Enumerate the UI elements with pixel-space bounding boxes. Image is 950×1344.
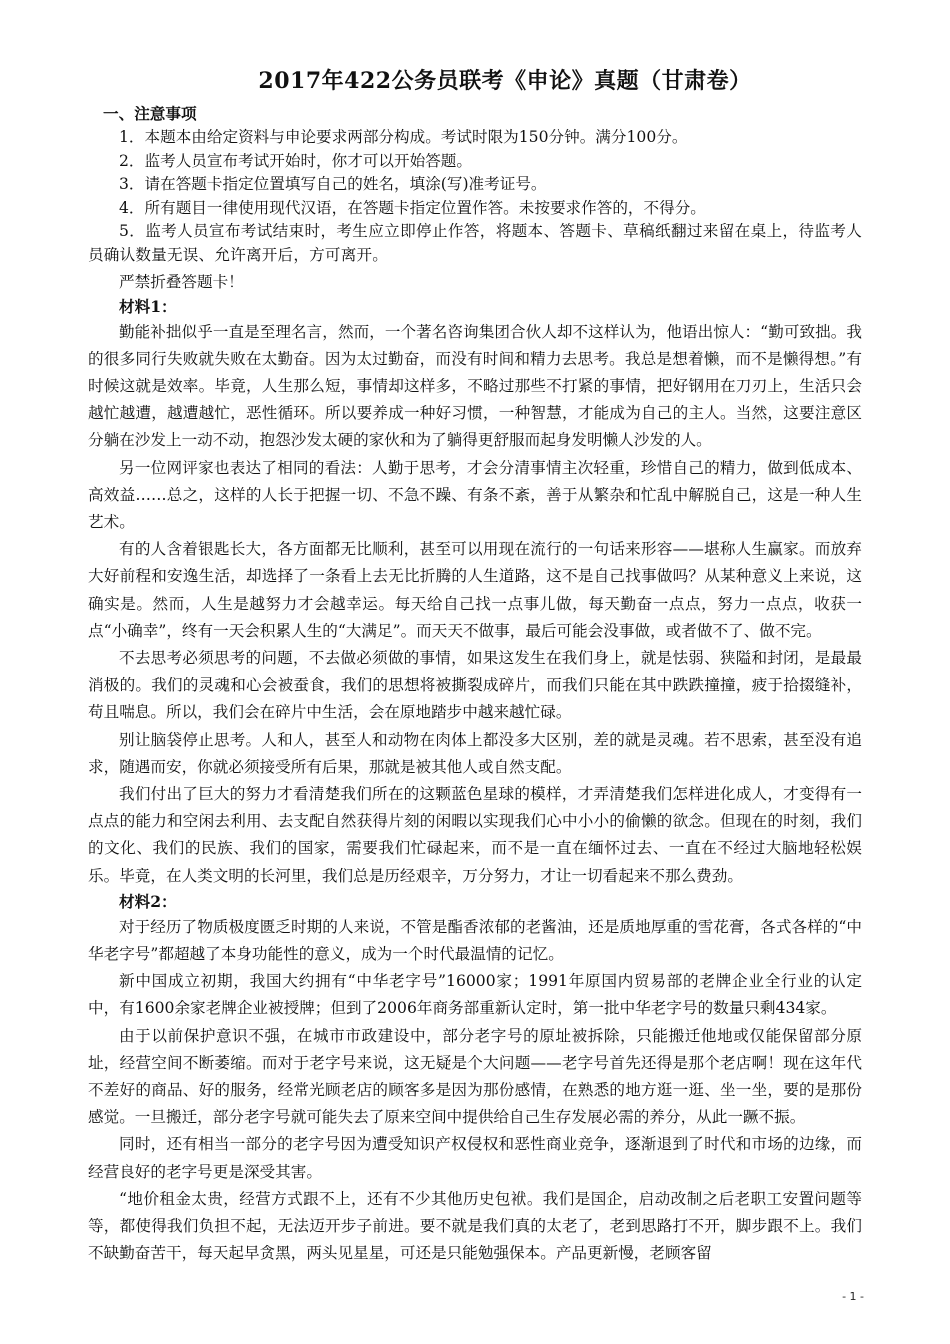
material-1: [88, 295, 862, 890]
notice-item: 4．所有题目一律使用现代汉语，在答题卡指定位置作答。未按要求作答的，不得分。: [119, 198, 706, 217]
document-body: [88, 100, 862, 1267]
material-1-heading: 材料1：: [119, 296, 177, 316]
page-number: - 1 -: [842, 1290, 864, 1303]
page-title: 2017年422公务员联考《申论》真题（甘肃卷）: [258, 68, 752, 94]
notice-heading: 一、注意事项: [103, 104, 197, 123]
material-2-paragraph: 对于经历了物质极度匮乏时期的人来说，不管是酯香浓郁的老酱油，还是质地厚重的雪花膏，各式各样的“中华老字号”都超越了本身功能性的意义，成为一个时代最温情的记忆。: [88, 917, 862, 964]
material-2-paragraph: 同时，还有相当一部分的老字号因为遭受知识产权侵权和恶性商业竞争，逐渐退到了时代和市场的边缘，而经营良好的老字号更是深受其害。: [88, 1135, 862, 1181]
material-2-paragraph: 由于以前保护意识不强，在城市市政建设中，部分老字号的原址被拆除，只能搬迁他地或仅能保留部分原址，经营空间不断萎缩。而对于老字号来说，这无疑是个大问题——老字号首先还得是那个老店啊！现在这年代不差好的商品、好的服务，经常光顾老店的顾客多是因为那份感情，在熟悉的地方逛一逛、坐一坐，要的是那份感觉。一旦搬迁，部分老字号就可能失去了原来空间中提供给自己生存发展必需的养分，从此一蹶不振。: [88, 1026, 862, 1127]
material-1-paragraph: 别让脑袋停止思考。人和人，甚至人和动物在肉体上都没多大区别，差的就是灵魂。若不思索，甚至没有追求，随遇而安，你就必须接受所有后果，那就是被其他人或自然支配。: [88, 730, 862, 776]
notice-warning: 严禁折叠答题卡！: [119, 272, 244, 291]
notice-item: 3．请在答题卡指定位置填写自己的姓名，填涂(写)准考证号。: [119, 175, 547, 194]
material-2: [88, 890, 862, 1268]
material-2-paragraph: “地价租金太贵，经营方式跟不上，还有不少其他历史包袱。我们是国企，启动改制之后老职工安置问题等等，都使得我们负担不起，无法迈开步子前进。要不就是我们真的太老了，老到思路打不开，脚步跟不上。我们不缺勤奋苦干，每天起早贪黑，两头见星星，可还是只能勉强保本。产品更新慢，老顾客留: [88, 1189, 862, 1263]
notice-item: 5．监考人员宣布考试结束时，考生应立即停止作答，将题本、答题卡、草稿纸翻过来留在桌上，待监考人员确认数量无误、允许离开后，方可离开。: [88, 222, 862, 264]
material-2-heading: 材料2：: [119, 891, 177, 911]
material-1-paragraph: 不去思考必须思考的问题，不去做必须做的事情，如果这发生在我们身上，就是怯弱、狭隘和封闭，是最最消极的。我们的灵魂和心会被蚕食，我们的思想将被撕裂成碎片，而我们只能在其中跌跌撞撞，疲于拾掇缝补，苟且喘息。所以，我们会在碎片中生活，会在原地踏步中越来越忙碌。: [88, 649, 862, 722]
notice-item: 2．监考人员宣布考试开始时，你才可以开始答题。: [119, 151, 472, 170]
notice-item: 1．本题本由给定资料与申论要求两部分构成。考试时限为150分钟。满分100分。: [119, 128, 688, 146]
material-1-paragraph: 另一位网评家也表达了相同的看法：人勤于思考，才会分清事情主次轻重，珍惜自己的精力，做到低成本、高效益……总之，这样的人长于把握一切、不急不躁、有条不紊，善于从繁杂和忙乱中解脱自己，这是一种人生艺术。: [88, 458, 862, 531]
material-2-paragraph: 新中国成立初期，我国大约拥有“中华老字号”16000家；1991年原国内贸易部的老牌企业全行业的认定中，有1600余家老牌企业被授牌；但到了2006年商务部重新认定时，第一批中华老字号的数量只剩434家。: [88, 972, 862, 1018]
material-1-paragraph: 我们付出了巨大的努力才看清楚我们所在的这颗蓝色星球的模样，才弄清楚我们怎样进化成人，才变得有一点点的能力和空闲去利用、去支配自然获得片刻的闲暇以实现我们心中小小的偷懒的欲念。但现在的时刻，我们的文化、我们的民族、我们的国家，需要我们忙碌起来，而不是一直在缅怀过去、一直在不经过大脑地轻松娱乐。毕竟，在人类文明的长河里，我们总是历经艰辛，万分努力，才让一切看起来不那么费劲。: [88, 785, 862, 885]
material-1-paragraph: 勤能补拙似乎一直是至理名言，然而，一个著名咨询集团合伙人却不这样认为，他语出惊人：“勤可致拙。我的很多同行失败就失败在太勤奋。因为太过勤奋，而没有时间和精力去思考。我总是想着懒，而不是懒得想。”有时候这就是效率。毕竟，人生那么短，事情却这样多，不略过那些不打紧的事情，把好钢用在刀刃上，生活只会越忙越遭，越遭越忙，恶性循环。所以要养成一种好习惯，一种智慧，才能成为自己的主人。当然，这要注意区分躺在沙发上一动不动，抱怨沙发太硬的家伙和为了躺得更舒服而起身发明懒人沙发的人。: [88, 322, 862, 450]
notice-section: [88, 102, 862, 295]
material-1-paragraph: 有的人含着银匙长大，各方面都无比顺利，甚至可以用现在流行的一句话来形容——堪称人生赢家。而放弃大好前程和安逸生活，却选择了一条看上去无比折腾的人生道路，这不是自己找事做吗？从某种意义上来说，这确实是。然而，人生是越努力才会越幸运。每天给自己找一点事儿做，每天勤奋一点点，努力一点点，收获一点“小确幸”，终有一天会积累人生的“大满足”。而天天不做事，最后可能会没事做，或者做不了、做不完。: [88, 540, 862, 640]
